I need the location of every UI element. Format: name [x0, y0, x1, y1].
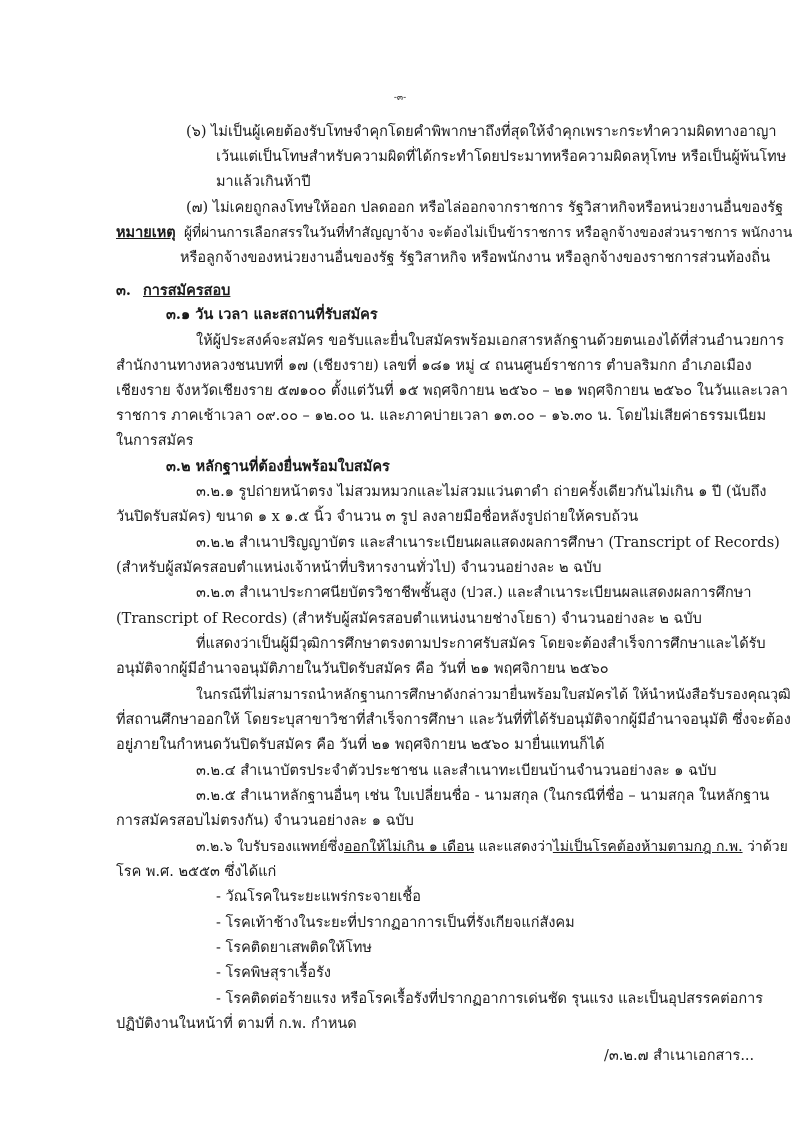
qualification-6-line-3: มาแล้วเกินห้าปี: [216, 174, 311, 190]
item-3-2-2-line-1: ๓.๒.๒ สำเนาปริญญาบัตร และสำเนาระเบียนผลแสดงผลการศึกษา (Transcript of Records): [196, 535, 780, 551]
note-line-1: ผู้ที่ผ่านการเลือกสรรในวันที่ทำสัญญาจ้าง จะต้องไม่เป็นข้าราชการ หรือลูกจ้างของส่วนราชการ พนักงาน: [184, 225, 793, 241]
disease-3: - โรคติดยาเสพติดให้โทษ: [216, 940, 372, 956]
item-3-2-3-line-1: ๓.๒.๓ สำเนาประกาศนียบัตรวิชาชีพชั้นสูง (ปวส.) และสำเนาระเบียนผลแสดงผลการศึกษา: [196, 585, 752, 601]
item-3-2-3-line-4: อนุมัติจากผู้มีอำนาจอนุมัติภายในวันปิดรับสมัคร คือ วันที่ ๒๑ พฤศจิกายน ๒๕๖๐: [116, 661, 609, 677]
item-3-2-2-line-2: (สำหรับผู้สมัครสอบตำแหน่งเจ้าหน้าที่บริหารงานทั่วไป) จำนวนอย่างละ ๒ ฉบับ: [116, 560, 602, 576]
item-3-2-6-line-2: โรค พ.ศ. ๒๕๕๓ ซึ่งได้แก่: [116, 864, 277, 880]
item-3-2-6-underlined-2: ไม่เป็นโรคต้องห้ามตามกฎ ก.พ.: [552, 839, 743, 855]
item-3-2-1-line-1: ๓.๒.๑ รูปถ่ายหน้าตรง ไม่สวมหมวกและไม่สวมแว่นตาดำ ถ่ายครั้งเดียวกันไม่เกิน ๑ ปี (นับถึง: [196, 484, 767, 500]
section-3-1-para-line-2: สำนักงานทางหลวงชนบทที่ ๑๗ (เชียงราย) เลขที่ ๑๘๑ หมู่ ๔ ถนนศูนย์ราชการ ตำบลริมกก อำเภอเมือง: [116, 358, 752, 374]
item-3-2-6-underlined-1: ออกให้ไม่เกิน ๑ เดือน: [343, 839, 475, 855]
note-label: หมายเหตุ: [116, 224, 176, 241]
section-3-1-heading: ๓.๑ วัน เวลา และสถานที่รับสมัคร: [166, 306, 378, 323]
item-3-2-6-line-1: [196, 837, 788, 857]
item-3-2-3-line-2: (Transcript of Records) (สำหรับผู้สมัครสอบตำแหน่งนายช่างโยธา) จำนวนอย่างละ ๒ ฉบับ: [116, 611, 702, 627]
item-3-2-5-line-2: การสมัครสอบไม่ตรงกัน) จำนวนอย่างละ ๑ ฉบับ: [116, 813, 414, 829]
item-3-2-1-line-2: วันปิดรับสมัคร) ขนาด ๑ x ๑.๕ นิ้ว จำนวน ๓ รูป ลงลายมือชื่อหลังรูปถ่ายให้ครบถ้วน: [116, 509, 639, 525]
section-3-1-para-line-4: ราชการ ภาคเช้าเวลา ๐๙.๐๐ – ๑๒.๐๐ น. และภาคบ่ายเวลา ๑๓.๐๐ – ๑๖.๓๐ น. โดยไม่เสียค่าธรรมเนียม: [116, 408, 767, 424]
section-3-title: การสมัครสอบ: [143, 282, 231, 299]
continuation-marker: /๓.๒.๗ สำเนาเอกสาร...: [604, 1048, 755, 1064]
qualification-6-line-1: (๖) ไม่เป็นผู้เคยต้องรับโทษจำคุกโดยคำพิพากษาถึงที่สุดให้จำคุกเพราะกระทำความผิดทางอาญา: [186, 124, 777, 140]
item-3-2-6-lead: ๓.๒.๖ ใบรับรองแพทย์ซึ่ง: [196, 839, 344, 855]
page-number: -๓-: [393, 93, 407, 103]
section-3-1-para-line-3: เชียงราย จังหวัดเชียงราย ๕๗๑๐๐ ตั้งแต่วันที่ ๑๕ พฤศจิกายน ๒๕๖๐ – ๒๑ พฤศจิกายน ๒๕๖๐ ในวันและเวลา: [116, 383, 788, 399]
disease-2: - โรคเท้าช้างในระยะที่ปรากฏอาการเป็นที่รังเกียจแก่สังคม: [216, 915, 575, 931]
item-3-2-5-line-1: ๓.๒.๕ สำเนาหลักฐานอื่นๆ เช่น ใบเปลี่ยนชื่อ - นามสกุล (ในกรณีที่ชื่อ – นามสกุล ในหลักฐาน: [196, 788, 770, 804]
qualification-7: (๗) ไม่เคยถูกลงโทษให้ออก ปลดออก หรือไล่ออกจากราชการ รัฐวิสาหกิจหรือหน่วยงานอื่นของรัฐ: [186, 200, 784, 216]
disease-5-line-2: ปฏิบัติงานในหน้าที่ ตามที่ ก.พ. กำหนด: [116, 1016, 357, 1032]
disease-5-line-1: - โรคติดต่อร้ายแรง หรือโรคเรื้อรังที่ปรากฏอาการเด่นชัด รุนแรง และเป็นอุปสรรคต่อการ: [216, 991, 764, 1007]
disease-1: - วัณโรคในระยะแพร่กระจายเชื้อ: [216, 889, 421, 905]
qualification-6-line-2: เว้นแต่เป็นโทษสำหรับความผิดที่ได้กระทำโดยประมาทหรือความผิดลหุโทษ หรือเป็นผู้พ้นโทษ: [216, 149, 787, 165]
item-3-2-3-line-7: อยู่ภายในกำหนดวันปิดรับสมัคร คือ วันที่ ๒๑ พฤศจิกายน ๒๕๖๐ มายื่นแทนก็ได้: [116, 737, 605, 753]
item-3-2-3-line-3: ที่แสดงว่าเป็นผู้มีวุฒิการศึกษาตรงตามประกาศรับสมัคร โดยจะต้องสำเร็จการศึกษาและได้รับ: [196, 636, 766, 652]
note-line-2: หรือลูกจ้างของหน่วยงานอื่นของรัฐ รัฐวิสาหกิจ หรือพนักงาน หรือลูกจ้างของราชการส่วนท้องถิ่น: [180, 250, 771, 266]
section-3-1-para-line-5: ในการสมัคร: [116, 433, 194, 449]
section-3-2-heading: ๓.๒ หลักฐานที่ต้องยื่นพร้อมใบสมัคร: [166, 458, 390, 475]
section-3-number: ๓.: [116, 282, 131, 299]
item-3-2-6-tail: ว่าด้วย: [742, 839, 788, 855]
item-3-2-4: ๓.๒.๔ สำเนาบัตรประจำตัวประชาชน และสำเนาทะเบียนบ้านจำนวนอย่างละ ๑ ฉบับ: [196, 763, 717, 779]
item-3-2-3-line-5: ในกรณีที่ไม่สามารถนำหลักฐานการศึกษาดังกล่าวมายื่นพร้อมใบสมัครได้ ให้นำหนังสือรับรองคุณวุฒิ: [196, 687, 791, 703]
section-3-1-para-line-1: ให้ผู้ประสงค์จะสมัคร ขอรับและยื่นใบสมัครพร้อมเอกสารหลักฐานด้วยตนเองได้ที่ส่วนอำนวยการ: [196, 333, 785, 349]
disease-4: - โรคพิษสุราเรื้อรัง: [216, 965, 332, 981]
item-3-2-6-middle: และแสดงว่า: [474, 839, 553, 855]
item-3-2-3-line-6: ที่สถานศึกษาออกให้ โดยระบุสาขาวิชาที่สำเร็จการศึกษา และวันที่ที่ได้รับอนุมัติจากผู้มีอำนาจอนุมัติ ซึ่งจะต้อง: [116, 712, 791, 728]
